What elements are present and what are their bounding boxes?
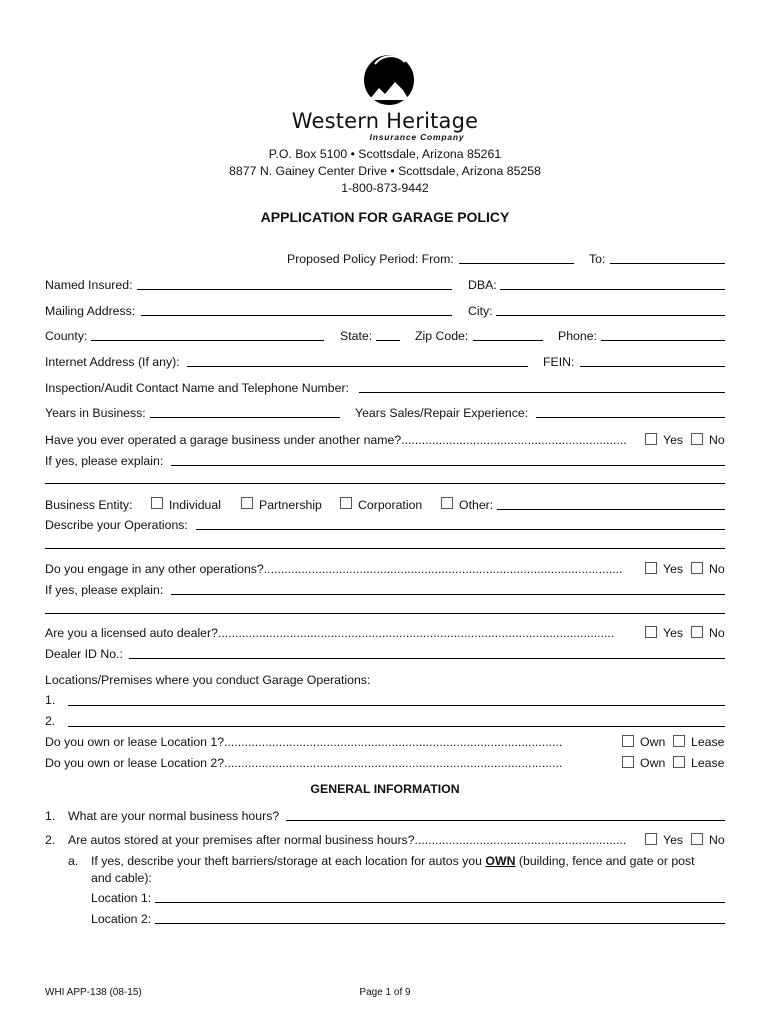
other-name-yes-checkbox[interactable] [645, 433, 657, 445]
location-1-number: 1. [45, 693, 56, 707]
theft-location-2-field[interactable] [155, 923, 725, 924]
yes-label: Yes [663, 833, 684, 847]
entity-other-checkbox[interactable] [441, 497, 453, 509]
other-ops-explain-field[interactable] [171, 594, 725, 595]
internet-field[interactable] [187, 366, 528, 367]
entity-partnership-checkbox[interactable] [241, 497, 253, 509]
gi-q2-text: Are autos stored at your premises after normal business hours?.............................................................. [68, 833, 627, 847]
location-2-field[interactable] [68, 726, 725, 727]
phone-field[interactable] [601, 340, 725, 341]
gi-qa-text-pre: If yes, describe your theft barriers/storage at each location for autos you [91, 854, 482, 868]
phone-label: Phone: [558, 329, 597, 343]
location-2-label: Location 2: [91, 912, 152, 926]
fein-field[interactable] [580, 366, 725, 367]
years-business-label: Years in Business: [45, 406, 146, 420]
gi-q2-number: 2. [45, 833, 56, 847]
other-name-explain-field-2[interactable] [45, 483, 725, 484]
page-title: APPLICATION FOR GARAGE POLICY [260, 209, 510, 225]
other-name-explain-field[interactable] [171, 465, 725, 466]
lease-label: Lease [691, 735, 725, 749]
mailing-address-field[interactable] [141, 315, 452, 316]
inspection-contact-label: Inspection/Audit Contact Name and Telephone Number: [45, 381, 349, 395]
phone-number: 1-800-873-9442 [341, 181, 429, 195]
no-label: No [709, 562, 725, 576]
loc1-own-checkbox[interactable] [622, 735, 634, 747]
own-lease-1-question: Do you own or lease Location 1?................................................................................................... [45, 735, 563, 749]
gi-qa-own: OWN [485, 854, 516, 868]
location-1-field[interactable] [68, 705, 725, 706]
no-label: No [709, 833, 725, 847]
other-ops-yes-checkbox[interactable] [645, 562, 657, 574]
years-sales-label: Years Sales/Repair Experience: [355, 406, 529, 420]
own-label: Own [640, 735, 666, 749]
dba-label: DBA: [468, 278, 497, 292]
other-ops-explain-field-2[interactable] [45, 613, 725, 614]
gi-qa-text-line-1 [91, 854, 695, 868]
location-1-label: Location 1: [91, 891, 152, 905]
policy-from-field[interactable] [459, 263, 574, 264]
dba-field[interactable] [500, 289, 725, 290]
policy-period-label: Proposed Policy Period: From: [287, 252, 454, 266]
zip-label: Zip Code: [415, 329, 469, 343]
other-ops-no-checkbox[interactable] [691, 562, 703, 574]
gi-q1-number: 1. [45, 809, 56, 823]
state-field[interactable] [376, 340, 400, 341]
general-info-heading: GENERAL INFORMATION [310, 782, 460, 796]
city-label: City: [468, 304, 493, 318]
loc2-lease-checkbox[interactable] [673, 756, 685, 768]
entity-corporation-label: Corporation [358, 498, 423, 512]
entity-individual-checkbox[interactable] [151, 497, 163, 509]
other-name-question: Have you ever operated a garage business under another name?.................................................................. [45, 433, 627, 447]
state-label: State: [340, 329, 373, 343]
locations-label: Locations/Premises where you conduct Garage Operations: [45, 673, 371, 687]
address-line-1: P.O. Box 5100 • Scottsdale, Arizona 85261 [268, 147, 502, 161]
company-subtitle: Insurance Company [369, 132, 465, 142]
business-hours-field[interactable] [286, 820, 725, 821]
gi-qa-text-post: (building, fence and gate or post [518, 854, 695, 868]
named-insured-field[interactable] [137, 289, 452, 290]
company-name: Western Heritage [291, 109, 479, 133]
if-yes-explain-label: If yes, please explain: [45, 583, 164, 597]
internet-label: Internet Address (If any): [45, 355, 180, 369]
county-field[interactable] [91, 340, 324, 341]
zip-field[interactable] [473, 340, 543, 341]
loc2-own-checkbox[interactable] [622, 756, 634, 768]
entity-partnership-label: Partnership [259, 498, 322, 512]
entity-other-label: Other: [459, 498, 494, 512]
describe-ops-field[interactable] [196, 529, 725, 530]
if-yes-explain-label: If yes, please explain: [45, 454, 164, 468]
yes-label: Yes [663, 562, 684, 576]
entity-other-field[interactable] [497, 509, 725, 510]
policy-to-label: To: [589, 252, 606, 266]
dealer-yes-checkbox[interactable] [645, 626, 657, 638]
county-label: County: [45, 329, 88, 343]
page-number: Page 1 of 9 [359, 987, 411, 998]
location-2-number: 2. [45, 714, 56, 728]
address-line-2: 8877 N. Gainey Center Drive • Scottsdale, Arizona 85258 [229, 164, 541, 178]
gi-qa-letter: a. [68, 854, 79, 868]
dealer-no-checkbox[interactable] [691, 626, 703, 638]
policy-to-field[interactable] [610, 263, 725, 264]
company-logo [355, 52, 423, 108]
business-entity-label: Business Entity: [45, 498, 133, 512]
stored-autos-yes-checkbox[interactable] [645, 833, 657, 845]
other-name-no-checkbox[interactable] [691, 433, 703, 445]
no-label: No [709, 433, 725, 447]
dealer-id-label: Dealer ID No.: [45, 647, 123, 661]
gi-qa-text-line-2: and cable): [91, 871, 152, 885]
yes-label: Yes [663, 433, 684, 447]
no-label: No [709, 626, 725, 640]
yes-label: Yes [663, 626, 684, 640]
stored-autos-no-checkbox[interactable] [691, 833, 703, 845]
named-insured-label: Named Insured: [45, 278, 133, 292]
years-sales-field[interactable] [536, 417, 725, 418]
form-id: WHI APP-138 (08-15) [45, 987, 142, 998]
dealer-question: Are you a licensed auto dealer?.................................................................................................................... [45, 626, 615, 640]
own-label: Own [640, 756, 666, 770]
dealer-id-field[interactable] [129, 658, 725, 659]
loc1-lease-checkbox[interactable] [673, 735, 685, 747]
years-business-field[interactable] [150, 417, 340, 418]
lease-label: Lease [691, 756, 725, 770]
fein-label: FEIN: [543, 355, 575, 369]
own-lease-2-question: Do you own or lease Location 2?................................................................................................... [45, 756, 563, 770]
entity-corporation-checkbox[interactable] [340, 497, 352, 509]
inspection-contact-field[interactable] [359, 392, 725, 393]
describe-ops-field-2[interactable] [45, 548, 725, 549]
mailing-address-label: Mailing Address: [45, 304, 136, 318]
other-ops-question: Do you engage in any other operations?......................................................................................................... [45, 562, 623, 576]
theft-location-1-field[interactable] [155, 902, 725, 903]
city-field[interactable] [496, 315, 725, 316]
gi-q1-text: What are your normal business hours? [68, 809, 280, 823]
describe-ops-label: Describe your Operations: [45, 518, 188, 532]
entity-individual-label: Individual [169, 498, 221, 512]
